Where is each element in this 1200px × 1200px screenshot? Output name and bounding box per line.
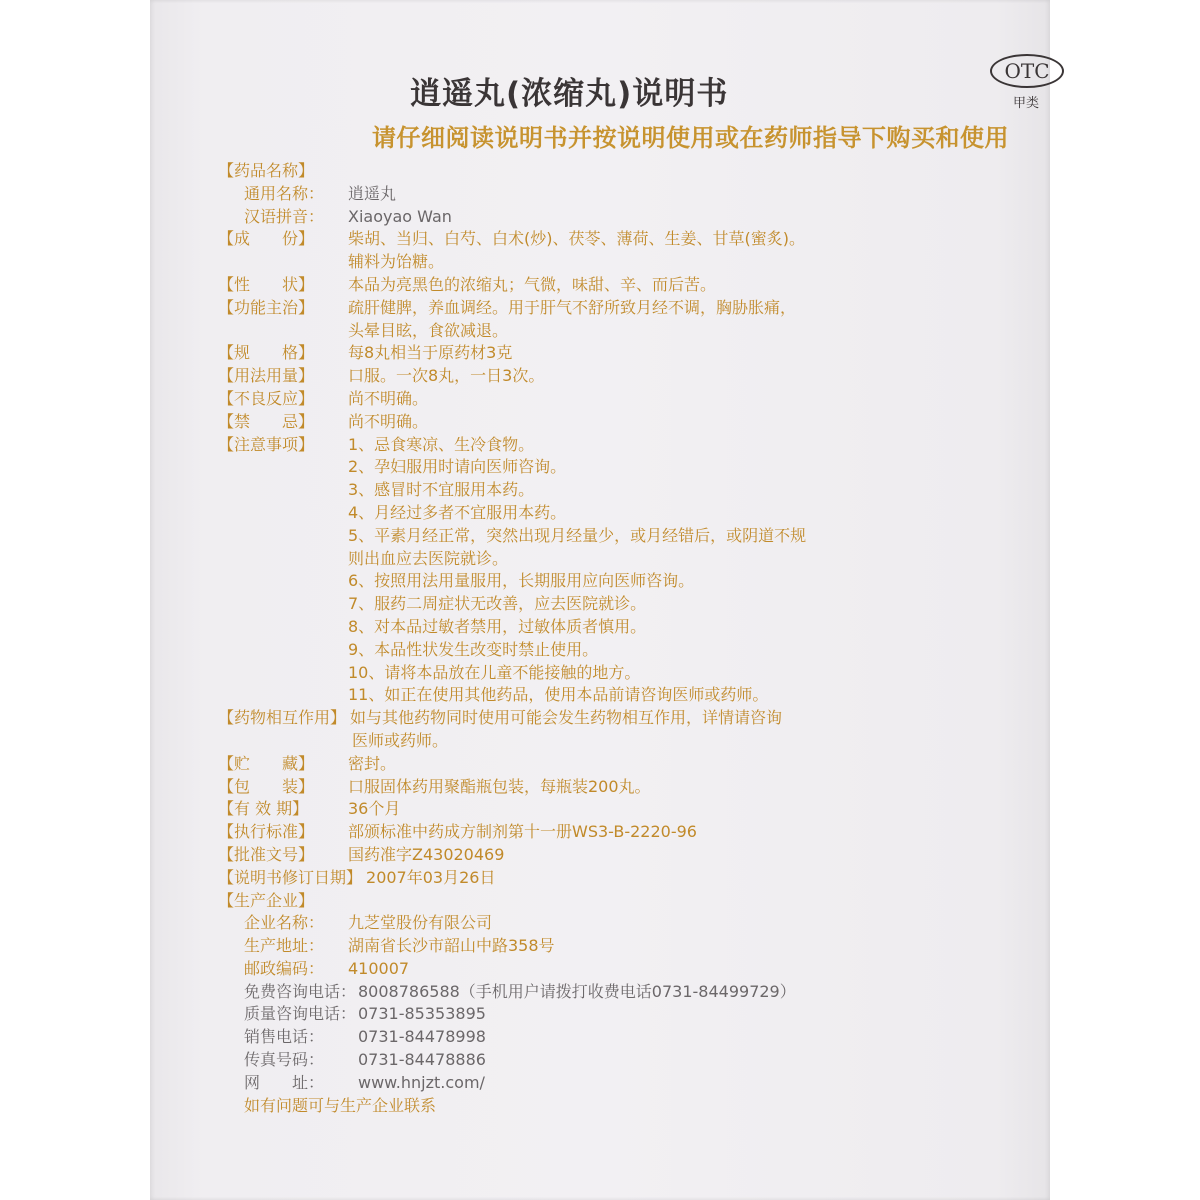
section-interactions [218,707,978,730]
common-name-row [218,183,978,206]
section-character [218,274,978,297]
indications-label: 【功能主治】 [218,297,315,317]
precaution-item: 2、孕妇服用时请向医师咨询。 [348,457,567,477]
storage-value: 密封。 [348,753,397,773]
otc-badge: OTC [990,54,1064,88]
address-row [218,935,978,958]
precaution-row [218,639,978,662]
manufacturer-label: 【生产企业】 [218,890,315,910]
otc-class: 甲类 [1012,96,1039,111]
revision-label: 【说明书修订日期】 [218,867,363,887]
address-value: 湖南省长沙市韶山中路358号 [348,936,555,956]
section-spec [218,342,978,365]
contraindications-label: 【禁 忌】 [218,411,315,431]
indications-line-2: 头晕目眩，食欲减退。 [348,320,509,340]
dosage-label: 【用法用量】 [218,366,315,386]
spec-value: 每8丸相当于原药材3克 [348,343,513,363]
section-validity [218,798,978,821]
fax-value: 0731-84478886 [358,1050,486,1070]
document-title: 逍遥丸(浓缩丸)说明书 [410,76,729,112]
precaution-item: 则出血应去医院就诊。 [348,548,509,568]
pinyin-row [218,206,978,229]
section-contraindications [218,411,978,434]
section-manufacturer [218,890,978,913]
storage-label: 【贮 藏】 [218,753,315,773]
indications-line-2-row [218,320,978,343]
approval-label: 【批准文号】 [218,844,315,864]
precaution-item: 10、请将本品放在儿童不能接触的地方。 [348,662,641,682]
package-value: 口服固体药用聚酯瓶包装，每瓶装200丸。 [348,776,651,796]
quality-label: 质量咨询电话： [244,1004,357,1024]
drug-name-label: 【药品名称】 [218,161,315,180]
precautions-label: 【注意事项】 [218,434,315,454]
revision-value: 2007年03月26日 [366,867,496,887]
hotline-label: 免费咨询电话： [244,981,357,1001]
contraindications-value: 尚不明确。 [348,411,429,431]
precaution-row [218,548,978,571]
interactions-line-2-row [218,730,978,753]
dosage-value: 口服。一次8丸，一日3次。 [348,366,545,386]
ingredients-label: 【成 份】 [218,229,315,249]
section-drug-name [218,160,978,183]
precaution-row [218,525,978,548]
otc-mark [990,54,1062,111]
section-storage [218,753,978,776]
ingredients-line-1: 柴胡、当归、白芍、白术(炒)、茯苓、薄荷、生姜、甘草(蜜炙)。 [348,229,805,249]
precaution-row [218,456,978,479]
spec-label: 【规 格】 [218,343,315,363]
approval-value: 国药准字Z43020469 [348,844,505,864]
precaution-item: 9、本品性状发生改变时禁止使用。 [348,639,599,659]
section-precautions [218,434,978,457]
sales-row [218,1026,978,1049]
contact-note-row [218,1095,978,1118]
ingredients-line-2: 辅料为饴糖。 [348,252,445,272]
hotline-row [218,981,978,1004]
usage-warning: 请仔细阅读说明书并按说明使用或在药师指导下购买和使用 [372,124,1009,152]
validity-label: 【有 效 期】 [218,799,309,819]
precaution-item: 1、忌食寒凉、生冷食物。 [348,434,535,454]
quality-value: 0731-85353895 [358,1004,486,1024]
postcode-value: 410007 [348,958,410,978]
website-value: www.hnjzt.com/ [358,1072,485,1092]
section-approval [218,844,978,867]
section-revision [218,867,978,890]
character-label: 【性 状】 [218,274,315,294]
sales-label: 销售电话： [244,1027,325,1047]
section-dosage [218,365,978,388]
precaution-row [218,502,978,525]
fax-row [218,1049,978,1072]
precaution-item: 11、如正在使用其他药品，使用本品前请咨询医师或药师。 [348,685,769,705]
quality-row [218,1003,978,1026]
common-name-value: 逍遥丸 [348,183,397,203]
interactions-line-1: 如与其他药物同时使用可能会发生药物相互作用，详情请咨询 [350,708,783,728]
pinyin-label: 汉语拼音： [244,206,325,226]
section-standard [218,821,978,844]
standard-label: 【执行标准】 [218,822,315,842]
precaution-row [218,684,978,707]
package-label: 【包 装】 [218,776,315,796]
character-value: 本品为亮黑色的浓缩丸；气微，味甜、辛、而后苦。 [348,274,717,294]
section-adverse [218,388,978,411]
common-name-label: 通用名称： [244,183,325,203]
section-package [218,776,978,799]
address-label: 生产地址： [244,936,325,956]
section-ingredients [218,228,978,251]
postcode-row [218,958,978,981]
website-row [218,1072,978,1095]
section-indications [218,297,978,320]
precaution-row [218,570,978,593]
precaution-item: 7、服药二周症状无改善，应去医院就诊。 [348,594,647,614]
website-label: 网 址： [244,1072,325,1092]
leaflet-body [218,160,978,1117]
interactions-line-2: 医师或药师。 [352,730,449,750]
hotline-value: 8008786588（手机用户请拨打收费电话0731-84499729） [358,981,796,1001]
adverse-value: 尚不明确。 [348,388,429,408]
postcode-label: 邮政编码： [244,958,325,978]
precaution-row [218,593,978,616]
precaution-item: 6、按照用法用量服用，长期服用应向医师咨询。 [348,571,695,591]
precaution-item: 8、对本品过敏者禁用，过敏体质者慎用。 [348,616,647,636]
precaution-row [218,662,978,685]
company-name-row [218,912,978,935]
sales-value: 0731-84478998 [358,1027,486,1047]
validity-value: 36个月 [348,799,401,819]
precaution-item: 4、月经过多者不宜服用本药。 [348,502,567,522]
precaution-row [218,616,978,639]
adverse-label: 【不良反应】 [218,388,315,408]
precaution-row [218,479,978,502]
precaution-item: 5、平素月经正常，突然出现月经量少，或月经错后，或阴道不规 [348,525,807,545]
precaution-item: 3、感冒时不宜服用本药。 [348,480,535,500]
interactions-label: 【药物相互作用】 [218,708,347,728]
standard-value: 部颁标准中药成方制剂第十一册WS3-B-2220-96 [348,822,697,842]
contact-note: 如有问题可与生产企业联系 [244,1095,437,1115]
indications-line-1: 疏肝健脾，养血调经。用于肝气不舒所致月经不调，胸胁胀痛， [348,297,797,317]
fax-label: 传真号码： [244,1050,325,1070]
ingredients-line-2-row [218,251,978,274]
company-name-label: 企业名称： [244,913,325,933]
company-name-value: 九芝堂股份有限公司 [348,913,493,933]
pinyin-value: Xiaoyao Wan [348,206,452,226]
